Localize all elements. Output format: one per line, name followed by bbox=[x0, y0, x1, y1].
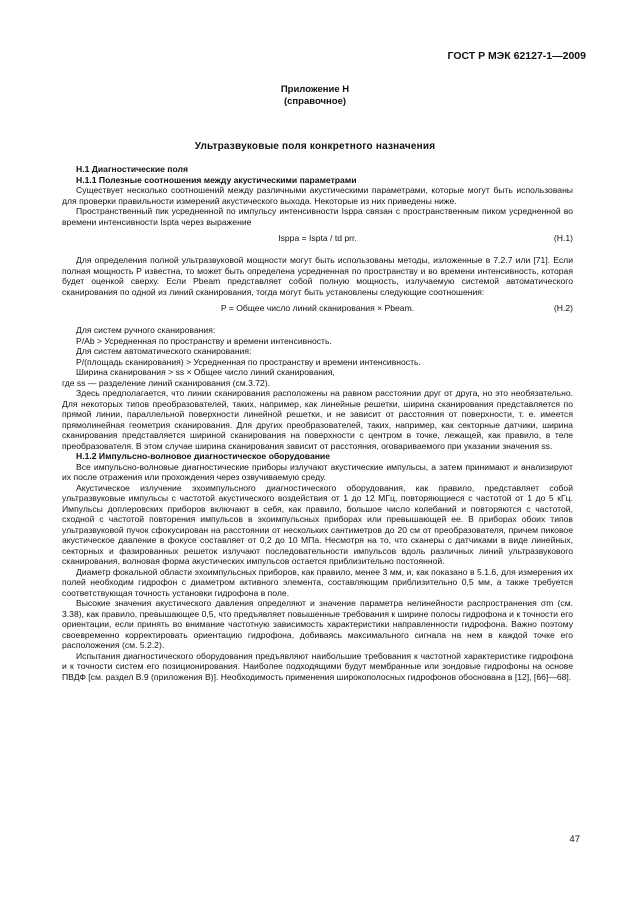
heading-h12: Н.1.2 Импульсно-волновое диагностическое оборудование bbox=[76, 451, 330, 461]
equation-formula: Isppa = Ispta / td prr. bbox=[278, 233, 357, 243]
standard-header: ГОСТ Р МЭК 62127-1—2009 bbox=[447, 50, 586, 62]
paragraph: Акустическое излучение эхоимпульсного диагностического оборудования, как правило, представляет собой ультразвуковые импульсы с частотой акустического воздействия от 1 до 12 МГц, повторяющиеся с частотой от 1 до 5 кГц. Импульсы доплеровских приборов включают в себя, как правило, большое число колебаний и повторяются с частотой, сходной с частотой повторения импульсов в эхоимпульсных приборах или превышающей ее. В приборах обоих типов ультразвуковой пучок сфокусирован на расстоянии от нескольких сантиметров до 20 см от преобразователя, причем пиковое акустическое давление в фокусе составляет от 0,2 до 10 МПа. Несмотря на то, что сканеры с датчиками в виде линейных, секторных и фазированных решеток излучают последовательности импульсов вдоль различных линий ультразвукового сканирования, волновая форма акустических импульсов остается приблизительно постоянной. bbox=[62, 482, 573, 566]
page-number: 47 bbox=[569, 834, 580, 845]
list-line: Для систем автоматического сканирования: bbox=[76, 346, 252, 356]
section-title: Ультразвуковые поля конкретного назначения bbox=[194, 141, 436, 152]
paragraph: Здесь предполагается, что линии сканирования расположены на равном расстоянии друг от друга, но это необязательно. Для некоторых типов преобразователей, таких, например, как линейные решетки, ширина сканирования представляется по прямой линии, параллельной поверхности линейной решетки, и не зависит от расстояния от поверхности, т. е. имеется прямолинейная геометрия сканирования. Для других преобразователей, таких, например, как секторные датчики, ширина сканирования представляется шириной сканирования на поверхности с центром в точке, лежащей, как правило, в теле преобразователя. В этом случае ширина сканирования зависит от расстояния, оговариваемого при указании значения ss. bbox=[62, 388, 573, 451]
equation-formula: P = Общее число линий сканирования × Pbeam. bbox=[220, 303, 415, 313]
equation-number: (Н.1) bbox=[553, 233, 573, 243]
annex-heading bbox=[0, 84, 630, 108]
paragraph: Существует несколько соотношений между различными акустическими параметрами, которые могут быть использованы для проверки правильности измерений акустического выхода. Некоторые из них приведены ниже. bbox=[62, 185, 573, 206]
body-text bbox=[62, 164, 573, 682]
annex-subtitle: (справочное) bbox=[283, 96, 347, 107]
list-line: P/Ab > Усредненная по пространству и времени интенсивность. bbox=[76, 335, 332, 346]
heading-h11: Н.1.1 Полезные соотношения между акустическими параметрами bbox=[76, 174, 357, 185]
annex-title: Приложение Н bbox=[280, 84, 350, 95]
paragraph: Пространственный пик усредненной по импульсу интенсивности Isppa связан с пространственным пиком усредненной во времени интенсивности Ispta через выражение bbox=[62, 206, 573, 227]
paragraph: Высокие значения акустического давления определяют и значение параметра нелинейности распространения σm (см. 3.38), как правило, превышающее 0,5, что предъявляет повышенные требования к ширине полосы гидрофона и к точности его ориентации, если принять во внимание частотную зависимость характеристики направленности гидрофона. Важно поэтому своевременно корректировать ориентацию гидрофона, добиваясь максимального сигнала на нем в каждой точке его расположения (см. 5.2.2). bbox=[62, 598, 573, 650]
equation-h1 bbox=[62, 233, 573, 247]
list-line: P/(площадь сканирования) > Усредненная по пространству и времени интенсивность. bbox=[76, 356, 421, 367]
paragraph: Испытания диагностического оборудования предъявляют наибольшие требования к частотной характеристике гидрофона и к точности систем его позиционирования. Наиболее подходящими будут мембранные или зондовые гидрофоны на основе ПВДФ [см. раздел В.9 (приложения В)]. Необходимость применения широкополосных гидрофонов обоснована в [12], [66]—68]. bbox=[62, 650, 573, 682]
paragraph: Все импульсно-волновые диагностические приборы излучают акустические импульсы, а затем принимают и анализируют их после отражения или прохождения через озвучиваемую среду. bbox=[62, 461, 573, 482]
list-line: где ss — разделение линий сканирования (см.3.72). bbox=[62, 377, 271, 388]
equation-number: (Н.2) bbox=[553, 303, 573, 313]
paragraph: Для определения полной ультразвуковой мощности могут быть использованы методы, изложенные в 7.2.7 или [71]. Если полная мощность P известна, то может быть определена усредненная по пространству и во времени интенсивность, которая будет оценкой сверху. Если Pbeam представляет собой полную мощность, излучаемую системой автоматического сканирования по одной из линий сканирования, тогда могут быть установлены следующие соотношения: bbox=[62, 255, 573, 297]
list-line: Для систем ручного сканирования: bbox=[76, 325, 216, 335]
paragraph: Диаметр фокальной области эхоимпульсных приборов, как правило, менее 3 мм, и, как показано в 5.1.6, для измерения их полей необходим гидрофон с диаметром активного элемента, составляющим приблизительно 0,5 мм, а также требуется соответствующая точность установки гидрофона в поле. bbox=[62, 566, 573, 598]
list-line: Ширина сканирования > ss × Общее число линий сканирования, bbox=[76, 367, 335, 377]
heading-h1: Н.1 Диагностические поля bbox=[76, 164, 189, 174]
equation-h2 bbox=[62, 303, 573, 317]
